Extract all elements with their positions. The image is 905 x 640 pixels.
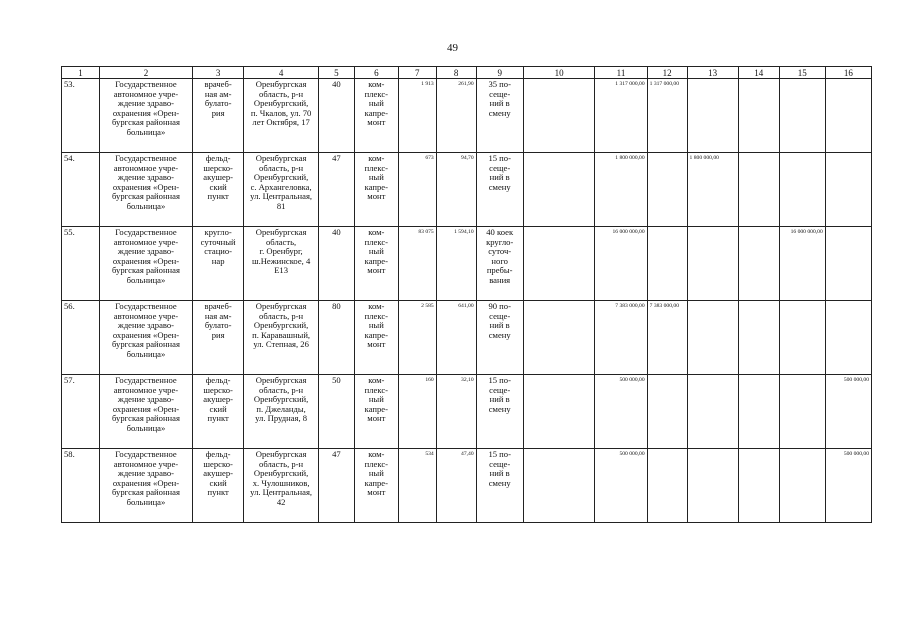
- column-number-row: [62, 67, 872, 79]
- column-number: 14: [738, 67, 779, 79]
- column-15-amount: [779, 375, 825, 449]
- facility-address: Оренбургская область, р-н Оренбургский, п. Джеланды, ул. Прудная, 8: [244, 375, 319, 449]
- column-14-amount: [738, 79, 779, 153]
- column-5-value: 40: [318, 227, 354, 301]
- facility-type: фельд- шерско- акушер- ский пункт: [193, 449, 244, 523]
- column-10-value: [523, 79, 595, 153]
- column-number: 10: [523, 67, 595, 79]
- facility-type: кругло- суточный стацио- нар: [193, 227, 244, 301]
- table-row: [62, 153, 872, 227]
- column-12-amount: [647, 449, 687, 523]
- column-16-amount: [825, 153, 871, 227]
- column-15-amount: 16 000 000,00: [779, 227, 825, 301]
- capital-repair-table: [61, 66, 872, 523]
- column-number: 12: [647, 67, 687, 79]
- page-number: 49: [447, 42, 458, 54]
- work-type: ком- плекс- ный капре- монт: [354, 449, 398, 523]
- work-type: ком- плекс- ный капре- монт: [354, 227, 398, 301]
- organization-name: Государственное автономное учре- ждение здраво- охранения «Орен- бургская районная больница»: [99, 79, 192, 153]
- column-14-amount: [738, 375, 779, 449]
- organization-name: Государственное автономное учре- ждение здраво- охранения «Орен- бургская районная больница»: [99, 449, 192, 523]
- column-number: 15: [779, 67, 825, 79]
- column-13-amount: [687, 301, 738, 375]
- table-row: [62, 301, 872, 375]
- column-number: 8: [436, 67, 476, 79]
- facility-capacity: 15 по- сеще- ний в смену: [476, 449, 523, 523]
- column-5-value: 47: [318, 449, 354, 523]
- organization-name: Государственное автономное учре- ждение здраво- охранения «Орен- бургская районная больница»: [99, 301, 192, 375]
- facility-address: Оренбургская область, г. Оренбург, ш.Нежинское, 4 Е13: [244, 227, 319, 301]
- column-7-value: 2 585: [398, 301, 436, 375]
- column-15-amount: [779, 301, 825, 375]
- column-number: 7: [398, 67, 436, 79]
- column-8-value: 47,40: [436, 449, 476, 523]
- column-5-value: 40: [318, 79, 354, 153]
- column-number: 1: [62, 67, 100, 79]
- row-number: 56.: [62, 301, 100, 375]
- column-5-value: 50: [318, 375, 354, 449]
- table-row: [62, 227, 872, 301]
- organization-name: Государственное автономное учре- ждение здраво- охранения «Орен- бургская районная больница»: [99, 153, 192, 227]
- column-5-value: 80: [318, 301, 354, 375]
- column-number: 3: [193, 67, 244, 79]
- column-number: 4: [244, 67, 319, 79]
- column-10-value: [523, 153, 595, 227]
- column-15-amount: [779, 79, 825, 153]
- column-13-amount: 1 800 000,00: [687, 153, 738, 227]
- column-12-amount: 7 383 000,00: [647, 301, 687, 375]
- table-row: [62, 449, 872, 523]
- column-14-amount: [738, 301, 779, 375]
- column-14-amount: [738, 153, 779, 227]
- row-number: 53.: [62, 79, 100, 153]
- column-8-value: 32,10: [436, 375, 476, 449]
- facility-capacity: 15 по- сеще- ний в смену: [476, 153, 523, 227]
- column-8-value: 94,70: [436, 153, 476, 227]
- column-12-amount: [647, 153, 687, 227]
- column-12-amount: [647, 227, 687, 301]
- total-amount: 7 383 000,00: [595, 301, 647, 375]
- column-16-amount: [825, 79, 871, 153]
- column-number: 5: [318, 67, 354, 79]
- facility-type: врачеб- ная ам- булато- рия: [193, 79, 244, 153]
- total-amount: 1 317 000,00: [595, 79, 647, 153]
- work-type: ком- плекс- ный капре- монт: [354, 153, 398, 227]
- column-10-value: [523, 375, 595, 449]
- column-5-value: 47: [318, 153, 354, 227]
- column-7-value: 534: [398, 449, 436, 523]
- column-7-value: 673: [398, 153, 436, 227]
- column-16-amount: [825, 301, 871, 375]
- column-number: 16: [825, 67, 871, 79]
- total-amount: 500 000,00: [595, 449, 647, 523]
- facility-capacity: 35 по- сеще- ний в смену: [476, 79, 523, 153]
- column-13-amount: [687, 375, 738, 449]
- facility-address: Оренбургская область, р-н Оренбургский, х. Чулошников, ул. Центральная, 42: [244, 449, 319, 523]
- row-number: 57.: [62, 375, 100, 449]
- column-number: 2: [99, 67, 192, 79]
- work-type: ком- плекс- ный капре- монт: [354, 301, 398, 375]
- column-number: 6: [354, 67, 398, 79]
- column-16-amount: 500 000,00: [825, 449, 871, 523]
- column-16-amount: [825, 227, 871, 301]
- facility-capacity: 40 коек кругло- суточ- ного пребы- вания: [476, 227, 523, 301]
- column-number: 9: [476, 67, 523, 79]
- facility-capacity: 15 по- сеще- ний в смену: [476, 375, 523, 449]
- column-16-amount: 500 000,00: [825, 375, 871, 449]
- column-number: 11: [595, 67, 647, 79]
- column-15-amount: [779, 449, 825, 523]
- column-13-amount: [687, 79, 738, 153]
- facility-type: врачеб- ная ам- булато- рия: [193, 301, 244, 375]
- facility-address: Оренбургская область, р-н Оренбургский, п. Чкалов, ул. 70 лет Октября, 17: [244, 79, 319, 153]
- column-14-amount: [738, 449, 779, 523]
- total-amount: 1 800 000,00: [595, 153, 647, 227]
- organization-name: Государственное автономное учре- ждение здраво- охранения «Орен- бургская районная больница»: [99, 375, 192, 449]
- facility-address: Оренбургская область, р-н Оренбургский, с. Архангеловка, ул. Центральная, 81: [244, 153, 319, 227]
- column-15-amount: [779, 153, 825, 227]
- row-number: 58.: [62, 449, 100, 523]
- work-type: ком- плекс- ный капре- монт: [354, 79, 398, 153]
- column-10-value: [523, 227, 595, 301]
- table-row: [62, 79, 872, 153]
- column-12-amount: 1 317 000,00: [647, 79, 687, 153]
- total-amount: 16 000 000,00: [595, 227, 647, 301]
- row-number: 55.: [62, 227, 100, 301]
- facility-capacity: 90 по- сеще- ний в смену: [476, 301, 523, 375]
- column-10-value: [523, 301, 595, 375]
- column-12-amount: [647, 375, 687, 449]
- work-type: ком- плекс- ный капре- монт: [354, 375, 398, 449]
- column-14-amount: [738, 227, 779, 301]
- facility-type: фельд- шерско- акушер- ский пункт: [193, 153, 244, 227]
- organization-name: Государственное автономное учре- ждение здраво- охранения «Орен- бургская районная больница»: [99, 227, 192, 301]
- column-8-value: 261,90: [436, 79, 476, 153]
- column-number: 13: [687, 67, 738, 79]
- column-8-value: 1 594,10: [436, 227, 476, 301]
- column-13-amount: [687, 449, 738, 523]
- facility-address: Оренбургская область, р-н Оренбургский, п. Каравашный, ул. Степная, 26: [244, 301, 319, 375]
- column-13-amount: [687, 227, 738, 301]
- column-10-value: [523, 449, 595, 523]
- table-row: [62, 375, 872, 449]
- total-amount: 500 000,00: [595, 375, 647, 449]
- column-7-value: 1 913: [398, 79, 436, 153]
- column-7-value: 83 075: [398, 227, 436, 301]
- column-7-value: 160: [398, 375, 436, 449]
- row-number: 54.: [62, 153, 100, 227]
- column-8-value: 641,00: [436, 301, 476, 375]
- facility-type: фельд- шерско- акушер- ский пункт: [193, 375, 244, 449]
